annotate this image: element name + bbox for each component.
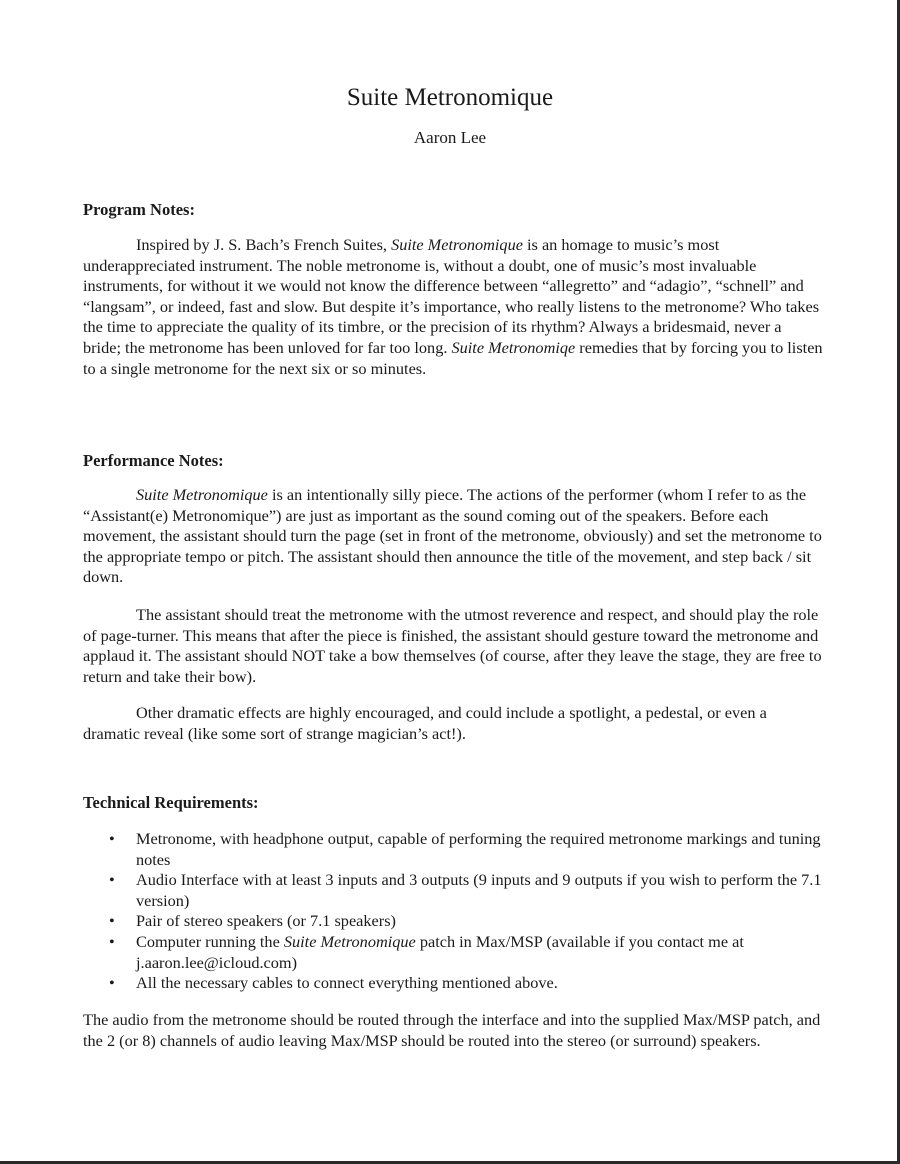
bullet-icon: • xyxy=(109,911,115,931)
performance-notes-paragraph-3: Other dramatic effects are highly encouraged, and could include a spotlight, a pedestal, or even a dramatic reveal (like some sort of strange magician’s act!). xyxy=(83,703,767,743)
performance-notes-title-ref: Suite Metronomique xyxy=(136,485,268,504)
list-item-text: Audio Interface with at least 3 inputs and 3 outputs (9 inputs and 9 outputs if you wish to perform the 7.1 version) xyxy=(136,870,822,910)
list-item-text-start: Computer running the xyxy=(136,931,284,951)
list-item-title-ref: Suite Metronomique xyxy=(283,931,416,951)
program-notes-paragraph xyxy=(83,235,823,379)
performance-notes-paragraph-1 xyxy=(83,485,823,588)
list-item xyxy=(83,829,823,870)
list-item xyxy=(83,973,823,994)
program-notes-text-start: Inspired by J. S. Bach’s French Suites, xyxy=(136,235,392,254)
list-item xyxy=(83,932,823,973)
document-author: Aaron Lee xyxy=(413,128,487,147)
document-title: Suite Metronomique xyxy=(346,84,554,111)
list-item-text-end: patch in Max/MSP (available if you contact me at j.aaron.lee@icloud.com) xyxy=(136,931,744,972)
technical-requirements-closing: The audio from the metronome should be routed through the interface and into the supplied Max/MSP patch, and the 2 (or 8) channels of audio leaving Max/MSP should be routed into the stereo (or surround) speakers. xyxy=(83,1010,821,1050)
performance-notes-text: is an intentionally silly piece. The actions of the performer (whom I refer to as the “Assistant(e) Metronomique”) are just as important as the sound coming out of the speakers. Before each movement, the assistant should turn the page (set in front of the metronome, obviously) and set the metronome to the appropriate tempo or pitch. The assistant should then announce the title of the movement, and step back / sit down. xyxy=(83,485,822,587)
list-item-text: Pair of stereo speakers (or 7.1 speakers) xyxy=(136,911,396,931)
list-item-text: All the necessary cables to connect everything mentioned above. xyxy=(136,973,558,993)
performance-notes-paragraph-2: The assistant should treat the metronome with the utmost reverence and respect, and should play the role of page-turner. This means that after the piece is finished, the assistant should gesture toward the metronome and applaud it. The assistant should NOT take a bow themselves (of course, after they leave the stage, they are free to return and take their bow). xyxy=(83,605,822,686)
program-notes-text-end: remedies that by forcing you to listen to a single metronome for the next six or so minutes. xyxy=(83,337,823,378)
program-notes-text-middle: is an homage to music’s most underappreciated instrument. The noble metronome is, without a doubt, one of music’s most invaluable instruments, for without it we would not know the difference between “allegretto” and “adagio”, “schnell” and “langsam”, or indeed, fast and slow. But despite it’s importance, who really listens to the metronome? Who takes the time to appreciate the quality of its timbre, or the precision of its rhythm? Always a bridesmaid, never a bride; the metronome has been unloved for far too long. xyxy=(83,235,820,357)
technical-requirements-list xyxy=(83,829,823,994)
bullet-icon: • xyxy=(109,870,115,890)
bullet-icon: • xyxy=(109,829,115,848)
list-item xyxy=(83,911,823,932)
list-item-text: Metronome, with headphone output, capable of performing the required metronome markings and tuning notes xyxy=(136,829,821,869)
program-notes-title-ref-2: Suite Metronomiqe xyxy=(451,337,576,357)
performance-notes-heading: Performance Notes: xyxy=(83,451,224,470)
technical-requirements-heading: Technical Requirements: xyxy=(83,793,259,812)
program-notes-heading: Program Notes: xyxy=(83,200,195,219)
list-item xyxy=(83,870,823,911)
bullet-icon: • xyxy=(109,931,115,951)
program-notes-title-ref: Suite Metronomique xyxy=(391,235,523,254)
bullet-icon: • xyxy=(109,973,115,993)
